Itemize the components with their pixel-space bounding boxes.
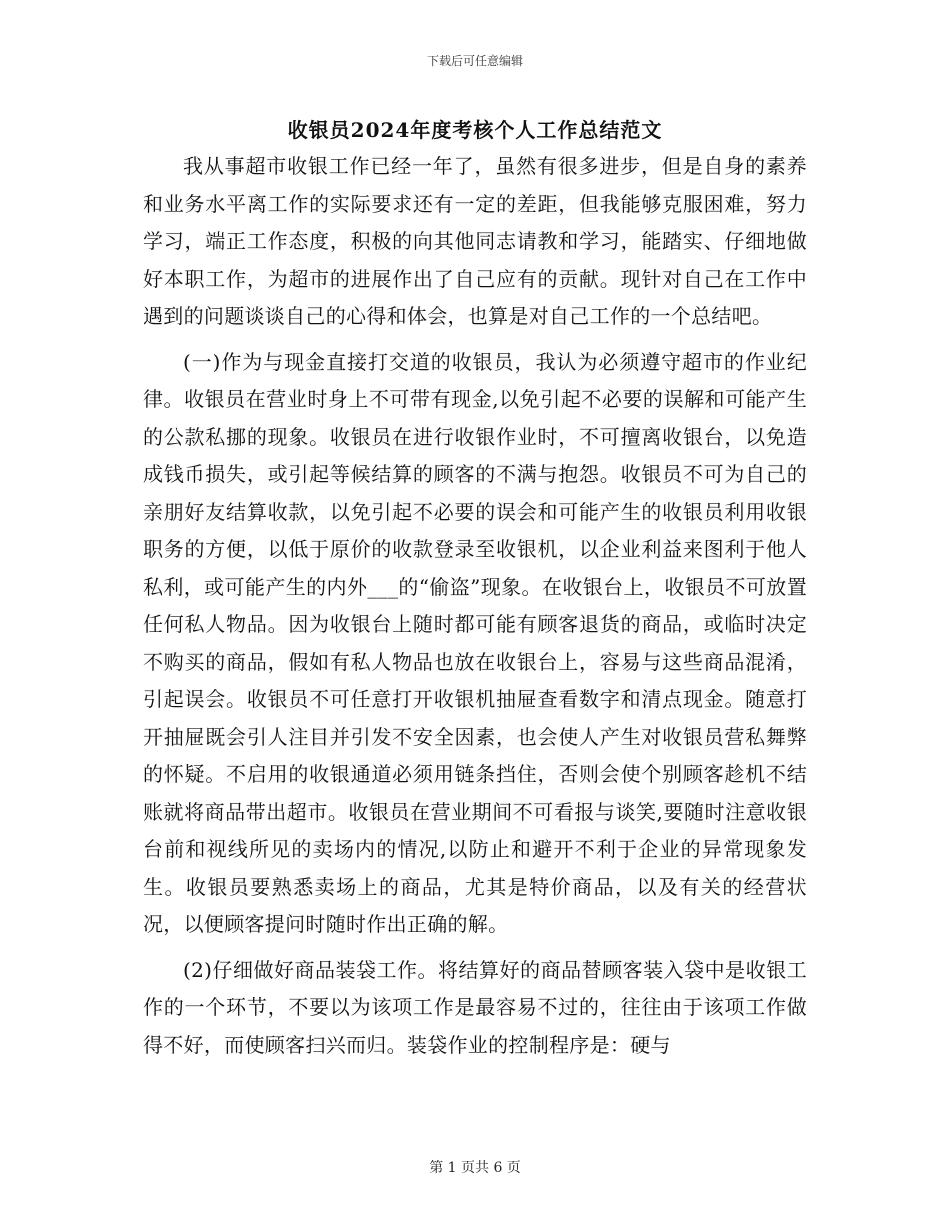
page-footer: 第 1 页共 6 页 [429,1160,521,1176]
paragraph-section-1: (一)作为与现金直接打交道的收银员，我认为必须遵守超市的作业纪律。收银员在营业时身上不可带有现金,以免引起不必要的误解和可能产生的公款私挪的现象。收银员在进行收银作业时，不可擅离收银台，以免造成钱币损失，或引起等候结算的顾客的不满与抱怨。收银员不可为自己的亲朋好友结算收款，以免引起不必要的误会和可能产生的收银员利用收银职务的方便，以低于原价的收款登录至收银机，以企业利益来图利于他人私利，或可能产生的内外___的“偷盗”现象。在收银台上，收银员不可放置任何私人物品。因为收银台上随时都可能有顾客退货的商品，或临时决定不购买的商品，假如有私人物品也放在收银台上，容易与这些商品混淆，引起误会。收银员不可任意打开收银机抽屉查看数字和清点现金。随意打开抽屉既会引人注目并引发不安全因素，也会使人产生对收银员营私舞弊的怀疑。不启用的收银通道必须用链条挡住，否则会使个别顾客趁机不结账就将商品带出超市。收银员在营业期间不可看报与谈笑,要随时注意收银台前和视线所见的卖场内的情况,以防止和避开不利于企业的异常现象发生。收银员要熟悉卖场上的商品，尤其是特价商品，以及有关的经营状况，以便顾客提问时随时作出正确的解。 [143,349,807,936]
page-header: 下载后可任意编辑 [426,54,523,68]
document-body [143,148,807,1072]
document-title: 收银员2024年度考核个人工作总结范文 [287,118,663,142]
paragraph-intro: 我从事超市收银工作已经一年了，虽然有很多进步，但是自身的素养和业务水平离工作的实际要求还有一定的差距，但我能够克服困难，努力学习，端正工作态度，积极的向其他同志请教和学习，能踏实、仔细地做好本职工作，为超市的进展作出了自己应有的贡献。现针对自己在工作中遇到的问题谈谈自己的心得和体会，也算是对自己工作的一个总结吧。 [143,154,807,328]
paragraph-section-2: (2)仔细做好商品装袋工作。将结算好的商品替顾客装入袋中是收银工作的一个环节，不要以为该项工作是最容易不过的，往往由于该项工作做得不好，而使顾客扫兴而归。装袋作业的控制程序是：硬与 [143,957,807,1057]
